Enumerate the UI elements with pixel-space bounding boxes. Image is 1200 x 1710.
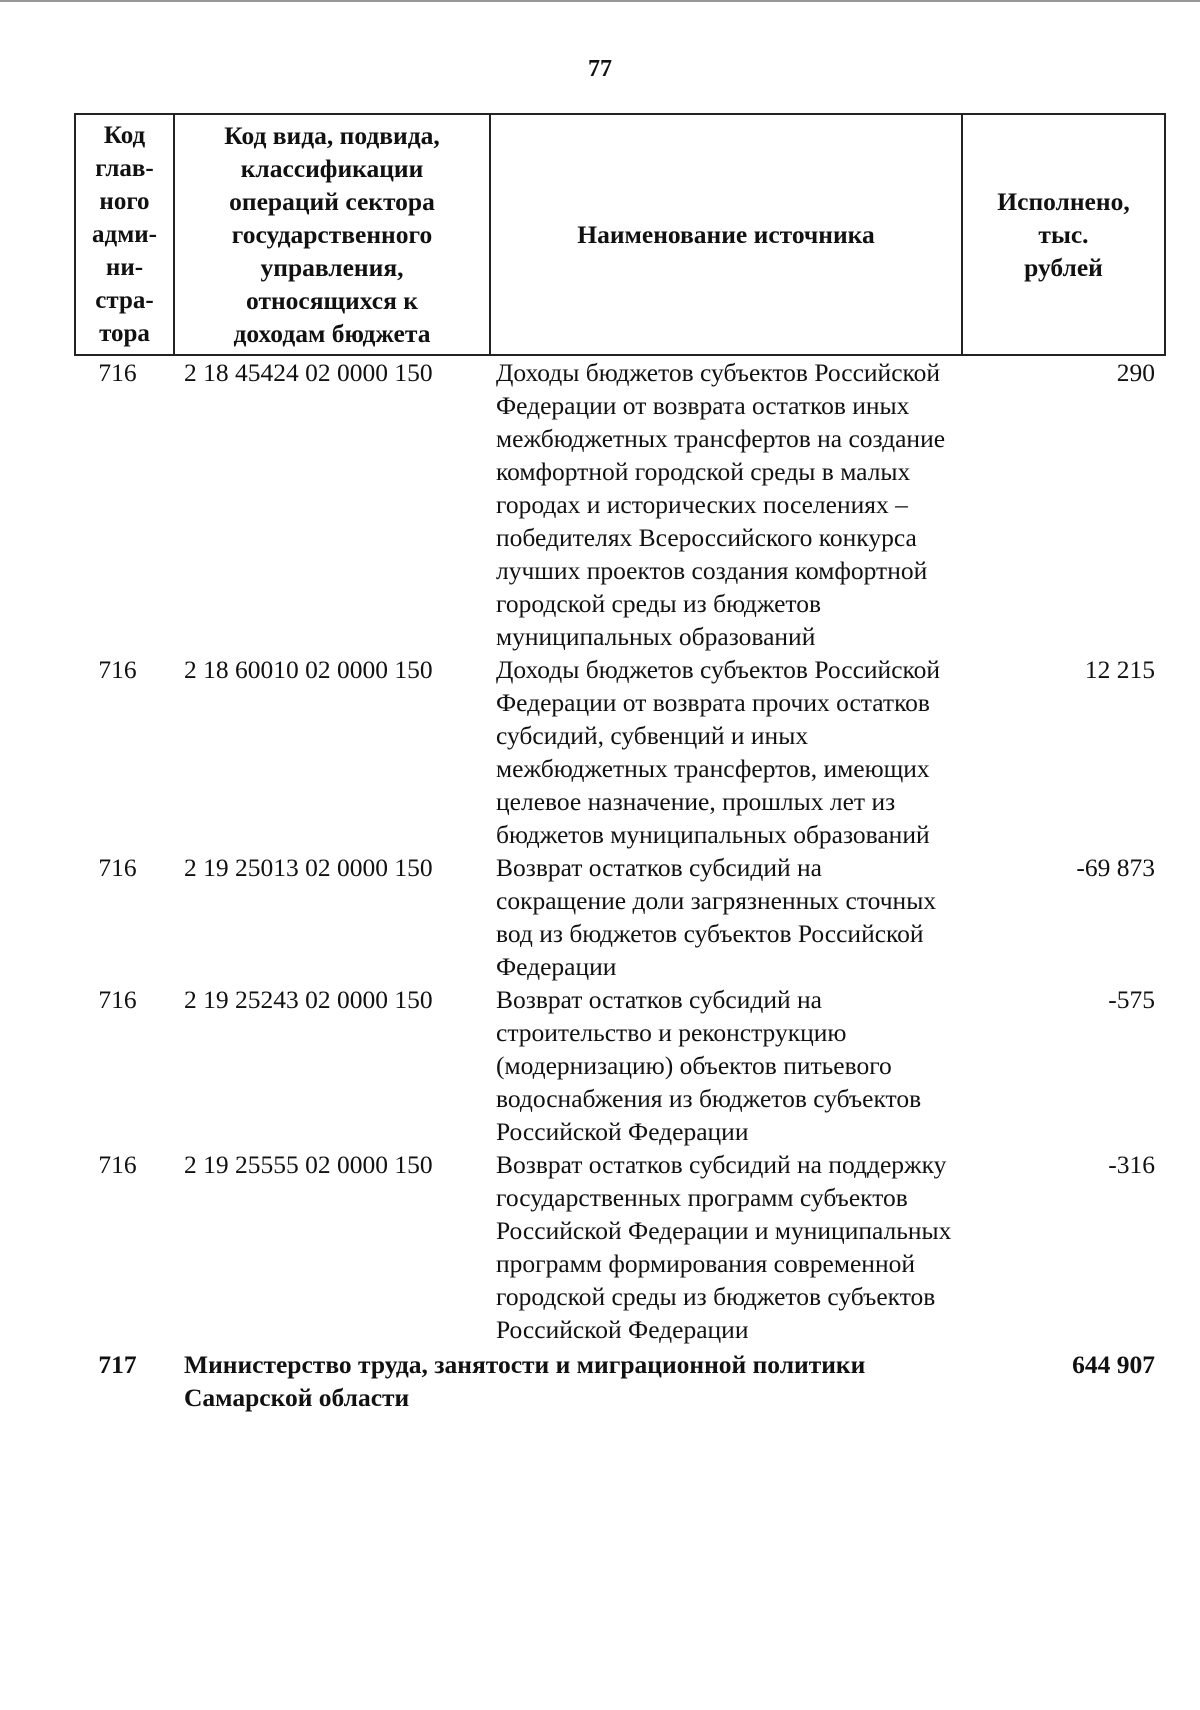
scan-edge-line bbox=[0, 0, 1200, 2]
total-amount-cell: 644 907 bbox=[1072, 1350, 1155, 1379]
table-row bbox=[75, 355, 1165, 653]
total-admin-code-cell: 717 bbox=[98, 1350, 137, 1379]
total-row bbox=[75, 1346, 1165, 1414]
admin-code-cell: 716 bbox=[98, 358, 137, 387]
admin-code-cell: 716 bbox=[98, 655, 137, 684]
header-source-name: Наименование источника bbox=[490, 114, 962, 355]
table-header bbox=[75, 114, 1165, 355]
source-name-cell: Возврат остатков субсидий на сокращение доли загрязненных сточных вод из бюджетов субъектов Российской Федерации bbox=[496, 853, 937, 981]
amount-cell: -69 873 bbox=[1076, 853, 1155, 882]
admin-code-cell: 716 bbox=[98, 985, 137, 1014]
admin-code-cell: 716 bbox=[98, 853, 137, 882]
budget-code-cell: 2 18 45424 02 0000 150 bbox=[184, 358, 433, 387]
total-name-text: Министерство труда, занятости и миграционной политики Самарской области bbox=[184, 1350, 866, 1412]
header-budget-code: Код вида, подвида, классификации операций сектора государственного управления, относящихся к доходам бюджета bbox=[174, 114, 490, 355]
budget-code-cell: 2 19 25555 02 0000 150 bbox=[184, 1150, 433, 1179]
page-number: 77 bbox=[588, 56, 612, 82]
budget-sources-table bbox=[74, 113, 1166, 1414]
source-name-cell: Доходы бюджетов субъектов Российской Федерации от возврата прочих остатков субсидий, субвенций и иных межбюджетных трансфертов, имеющих целевое назначение, прошлых лет из бюджетов муниципальных образований bbox=[496, 655, 940, 849]
source-name-cell: Возврат остатков субсидий на поддержку государственных программ субъектов Российской Федерации и муниципальных программ формирования современной городской среды из бюджетов субъектов Российской Федерации bbox=[496, 1150, 952, 1344]
header-executed: Исполнено, тыс. рублей bbox=[962, 114, 1165, 355]
source-name-cell: Доходы бюджетов субъектов Российской Федерации от возврата остатков иных межбюджетных трансфертов на создание комфортной городской среды в малых городах и исторических поселениях – победителях Всероссийского конкурса лучших проектов создания комфортной городской среды из бюджетов муниципальных образований bbox=[496, 358, 946, 651]
header-row bbox=[75, 114, 1165, 355]
admin-code-cell: 716 bbox=[98, 1150, 137, 1179]
budget-code-cell: 2 18 60010 02 0000 150 bbox=[184, 655, 433, 684]
table-row bbox=[75, 851, 1165, 983]
source-name-cell: Возврат остатков субсидий на строительство и реконструкцию (модернизацию) объектов питьевого водоснабжения из бюджетов субъектов Российской Федерации bbox=[496, 985, 922, 1146]
total-name-cell bbox=[174, 1346, 962, 1414]
header-admin-code: Код глав- ного адми- ни- стра- тора bbox=[75, 114, 174, 355]
budget-code-cell: 2 19 25243 02 0000 150 bbox=[184, 985, 433, 1014]
table-row bbox=[75, 983, 1165, 1148]
amount-cell: 12 215 bbox=[1084, 655, 1155, 684]
amount-cell: -575 bbox=[1108, 985, 1155, 1014]
table-row bbox=[75, 653, 1165, 851]
table-row bbox=[75, 1148, 1165, 1346]
table-body bbox=[75, 355, 1165, 1414]
amount-cell: 290 bbox=[1116, 358, 1155, 387]
budget-code-cell: 2 19 25013 02 0000 150 bbox=[184, 853, 433, 882]
amount-cell: -316 bbox=[1108, 1150, 1155, 1179]
